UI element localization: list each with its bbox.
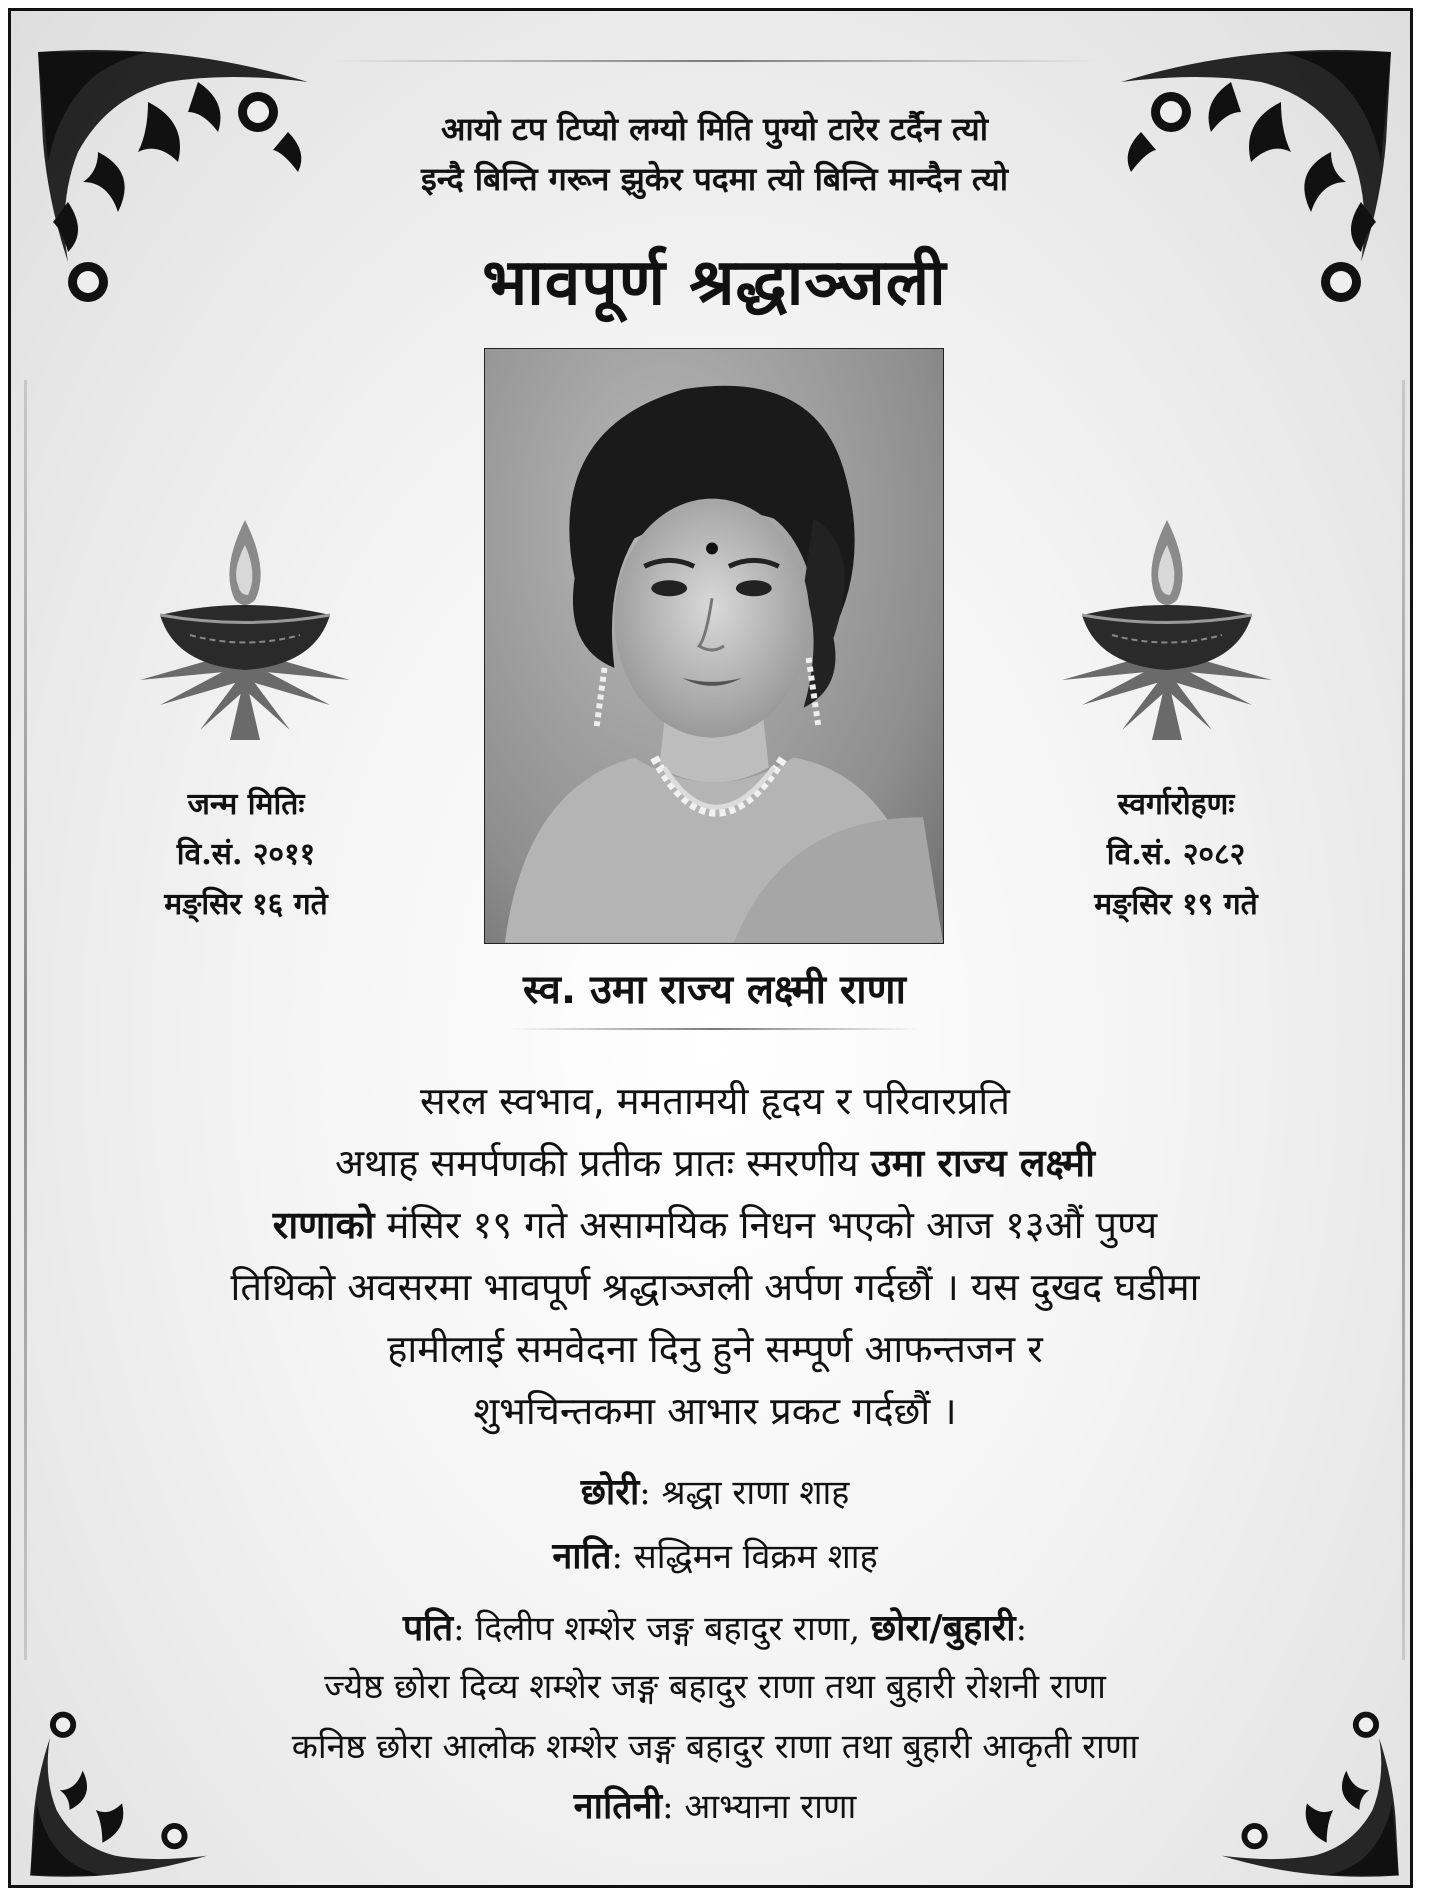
family-husband-sons — [60, 1602, 1370, 1651]
birth-date-label: जन्म मितिः — [187, 787, 305, 822]
family-granddaughter — [60, 1780, 1370, 1829]
oil-lamp-left-icon — [120, 500, 370, 750]
top-divider — [330, 60, 1100, 62]
daughter-label: छोरी — [580, 1472, 640, 1513]
message-line-2 — [90, 1132, 1340, 1194]
husband-name: : दिलीप शम्शेर जङ्ग बहादुर राणा, — [453, 1609, 871, 1649]
death-date-year: वि.सं. २०८२ — [1106, 837, 1246, 872]
grandson-label: नाति — [552, 1536, 612, 1577]
birth-date-block — [116, 780, 376, 930]
grandson-name: : सद्धिमन विक्रम शाह — [611, 1537, 878, 1577]
message-line-1: सरल स्वभाव, ममतामयी हृदय र परिवारप्रति — [420, 1079, 1010, 1123]
message-line-5: हामीलाई समवेदना दिनु हुने सम्पूर्ण आफन्तजन र — [387, 1327, 1043, 1371]
verse-line-2: इन्दै बिन्ति गरून झुकेर पदमा त्यो बिन्ति मान्दैन त्यो — [420, 160, 1008, 198]
birth-date-year: वि.सं. २०११ — [176, 837, 316, 872]
husband-label: पति — [402, 1608, 454, 1649]
death-date-label: स्वर्गारोहणः — [1117, 787, 1235, 822]
deceased-name: स्व. उमा राज्य लक्ष्मी राणा — [523, 967, 906, 1013]
left-divider — [24, 380, 27, 1660]
message-line-6: शुभचिन्तकमा आभार प्रकट गर्दछौं । — [473, 1389, 957, 1433]
tribute-message — [90, 1070, 1340, 1442]
family-younger-son: कनिष्ठ छोरा आलोक शम्शेर जङ्ग बहादुर राणा तथा बुहारी आकृती राणा — [291, 1727, 1139, 1767]
daughter-name: : श्रद्धा राणा शाह — [639, 1473, 850, 1513]
granddaughter-label: नातिनी — [573, 1786, 663, 1827]
message-line-2-name: उमा राज्य लक्ष्मी — [870, 1141, 1095, 1185]
sons-colon: : — [1015, 1609, 1028, 1649]
message-line-4: तिथिको अवसरमा भावपूर्ण श्रद्धाञ्जली अर्पण गर्दछौं । यस दुखद घडीमा — [230, 1265, 1200, 1309]
birth-date-day: मङ्सिर १६ गते — [164, 887, 328, 922]
message-line-2-text: अथाह समर्पणकी प्रतीक प्रातः स्मरणीय — [335, 1141, 871, 1185]
verse — [0, 104, 1429, 204]
verse-line-1: आयो टप टिप्यो लग्यो मिति पुग्यो टारेर टर्दैन त्यो — [441, 110, 988, 148]
sons-label: छोरा/बुहारी — [870, 1608, 1016, 1649]
message-line-3-text: मंसिर १९ गते असामयिक निधन भएको आज १३औं पुण्य — [374, 1203, 1158, 1247]
family-daughter — [60, 1466, 1370, 1515]
family-elder-son: ज्येष्ठ छोरा दिव्य शम्शेर जङ्ग बहादुर राणा तथा बुहारी रोशनी राणा — [324, 1667, 1106, 1707]
death-date-block — [1046, 780, 1306, 930]
message-line-3 — [90, 1194, 1340, 1256]
oil-lamp-right-icon — [1042, 500, 1292, 750]
right-divider — [1402, 380, 1405, 1660]
name-divider — [510, 1028, 920, 1030]
page-title: भावपूर्ण श्रद्धाञ्जली — [482, 246, 947, 320]
granddaughter-name: : आभ्याना राणा — [662, 1787, 857, 1827]
death-date-day: मङ्सिर १९ गते — [1094, 887, 1258, 922]
family-grandson — [60, 1530, 1370, 1579]
message-line-3-name: राणाको — [272, 1203, 375, 1247]
portrait-photo — [484, 348, 944, 944]
